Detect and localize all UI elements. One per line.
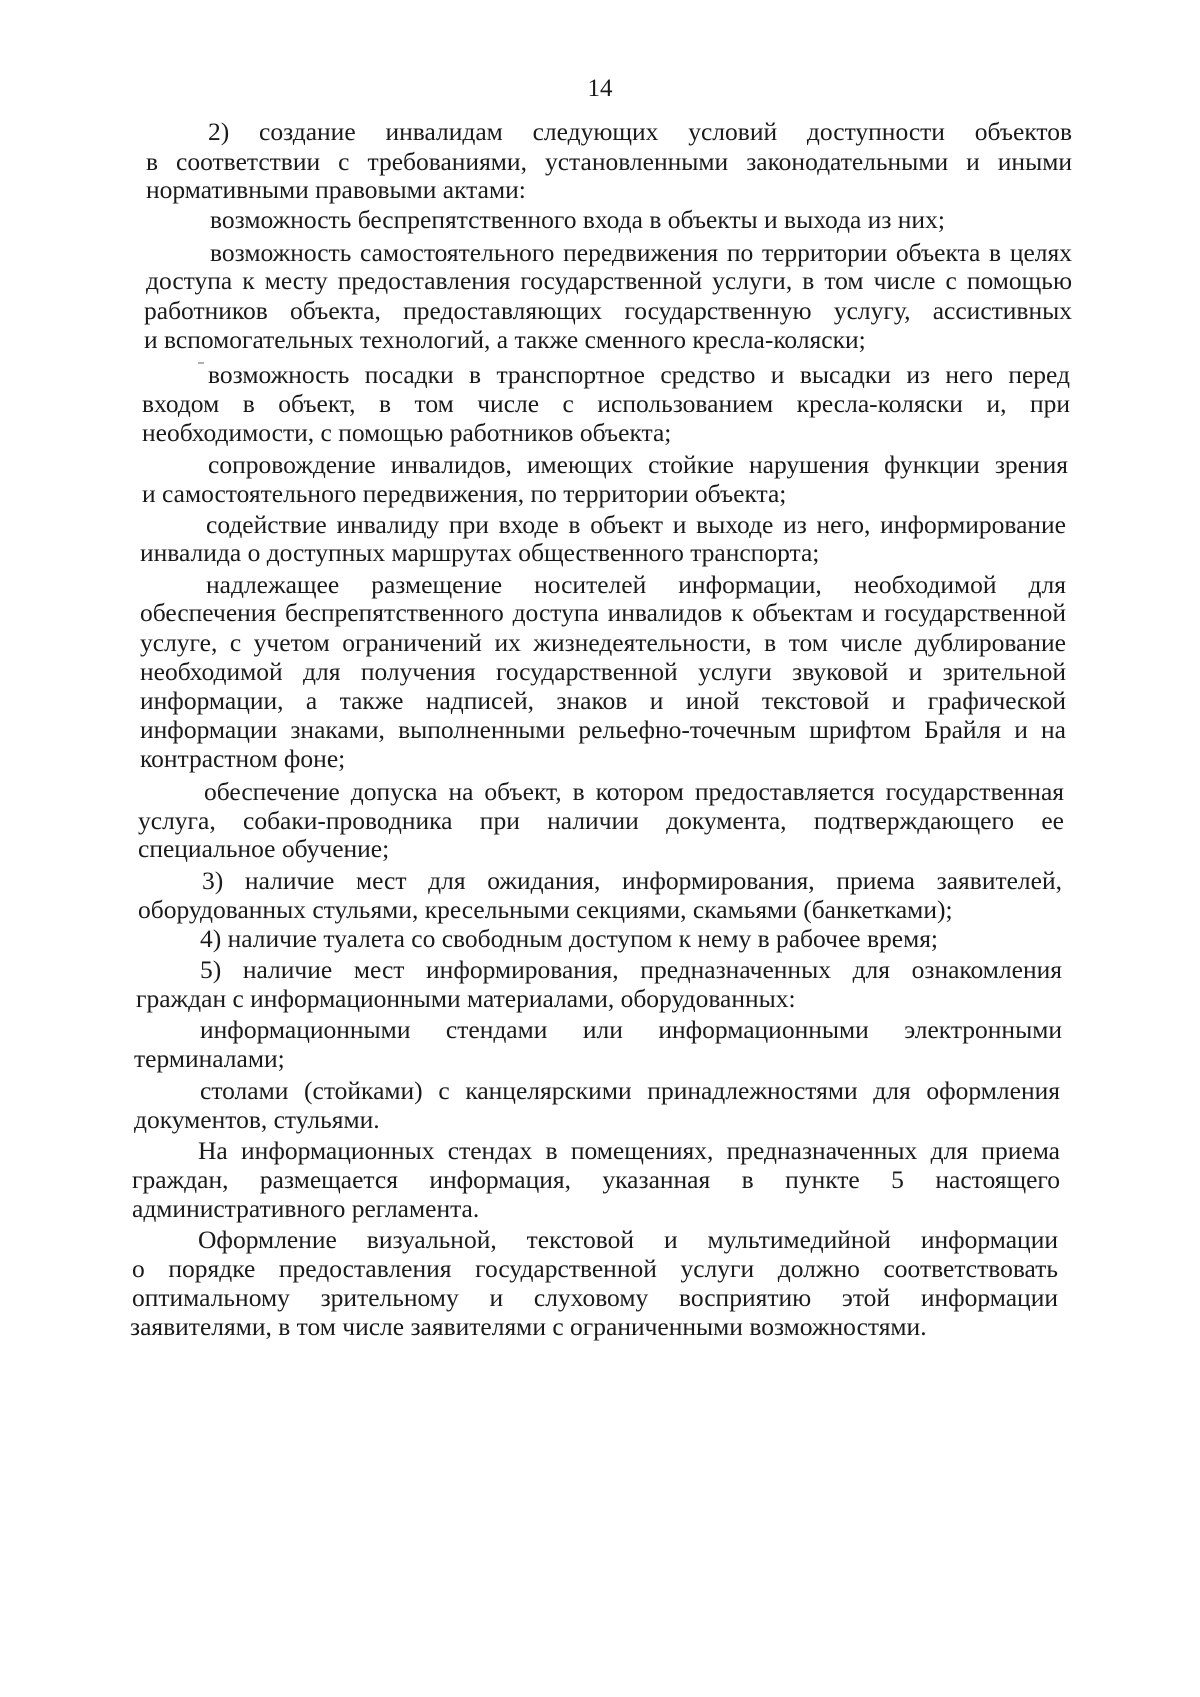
text-line: документов, стульями. bbox=[134, 1105, 380, 1134]
text-line: заявителями, в том числе заявителями с ограниченными возможностями. bbox=[130, 1312, 927, 1341]
text-line: обеспечения беспрепятственного доступа инвалидов к объектам и государственной bbox=[140, 598, 1066, 627]
page-number: 14 bbox=[587, 75, 613, 102]
text-line: Оформление визуальной, текстовой и мультимедийной информации bbox=[198, 1225, 1058, 1254]
text-line: входом в объект, в том числе с использованием кресла-коляски и, при bbox=[142, 389, 1070, 418]
scan-artifact bbox=[198, 362, 204, 364]
text-line: и самостоятельного передвижения, по территории объекта; bbox=[142, 479, 787, 508]
text-line: возможность посадки в транспортное средство и высадки из него перед bbox=[208, 360, 1070, 389]
text-line: 3) наличие мест для ожидания, информирования, приема заявителей, bbox=[202, 866, 1062, 895]
text-line: информации, а также надписей, знаков и иной текстовой и графической bbox=[140, 686, 1066, 715]
text-line: в соответствии с требованиями, установленными законодательными и иными bbox=[146, 147, 1072, 176]
text-line: услуга, собаки-проводника при наличии документа, подтверждающего ее bbox=[138, 806, 1064, 835]
text-line: специальное обучение; bbox=[138, 834, 390, 863]
text-line: обеспечение допуска на объект, в котором предоставляется государственная bbox=[204, 777, 1064, 806]
text-line: работников объекта, предоставляющих государственную услугу, ассистивных bbox=[144, 296, 1072, 325]
text-line: информационными стендами или информационными электронными bbox=[200, 1015, 1062, 1044]
text-line: доступа к месту предоставления государственной услуги, в том числе с помощью bbox=[146, 266, 1072, 295]
text-line: граждан с информационными материалами, оборудованных: bbox=[136, 984, 796, 1013]
text-line: возможность самостоятельного передвижения по территории объекта в целях bbox=[210, 238, 1072, 267]
text-line: возможность беспрепятственного входа в объекты и выхода из них; bbox=[210, 205, 945, 234]
text-line: контрастном фоне; bbox=[140, 744, 346, 773]
text-line: информации знаками, выполненными рельефно-точечным шрифтом Брайля и на bbox=[140, 715, 1066, 744]
text-line: услуге, с учетом ограничений их жизнедеятельности, в том числе дублирование bbox=[140, 628, 1066, 657]
text-line: надлежащее размещение носителей информации, необходимой для bbox=[206, 570, 1066, 599]
text-line: нормативными правовыми актами: bbox=[146, 175, 526, 204]
text-line: оборудованных стульями, кресельными секциями, скамьями (банкетками); bbox=[138, 895, 953, 924]
text-line: и вспомогательных технологий, а также сменного кресла-коляски; bbox=[144, 325, 866, 354]
text-line: необходимости, с помощью работников объекта; bbox=[142, 418, 672, 447]
text-line: На информационных стендах в помещениях, предназначенных для приема bbox=[198, 1136, 1060, 1165]
text-line: терминалами; bbox=[134, 1044, 285, 1073]
text-line: граждан, размещается информация, указанная в пункте 5 настоящего bbox=[132, 1165, 1060, 1194]
text-line: о порядке предоставления государственной услуги должно соответствовать bbox=[132, 1254, 1058, 1283]
text-line: 5) наличие мест информирования, предназначенных для ознакомления bbox=[200, 955, 1062, 984]
text-line: содействие инвалиду при входе в объект и выходе из него, информирование bbox=[206, 510, 1066, 539]
text-line: 2) создание инвалидам следующих условий доступности объектов bbox=[208, 117, 1072, 146]
text-line: административного регламента. bbox=[132, 1194, 480, 1223]
text-line: сопровождение инвалидов, имеющих стойкие нарушения функции зрения bbox=[208, 450, 1068, 479]
text-line: оптимальному зрительному и слуховому восприятию этой информации bbox=[132, 1283, 1058, 1312]
text-line: необходимой для получения государственной услуги звуковой и зрительной bbox=[140, 657, 1066, 686]
text-line: столами (стойками) с канцелярскими принадлежностями для оформления bbox=[200, 1076, 1060, 1105]
text-line: инвалида о доступных маршрутах общественного транспорта; bbox=[140, 538, 820, 567]
text-line: 4) наличие туалета со свободным доступом к нему в рабочее время; bbox=[200, 924, 939, 953]
